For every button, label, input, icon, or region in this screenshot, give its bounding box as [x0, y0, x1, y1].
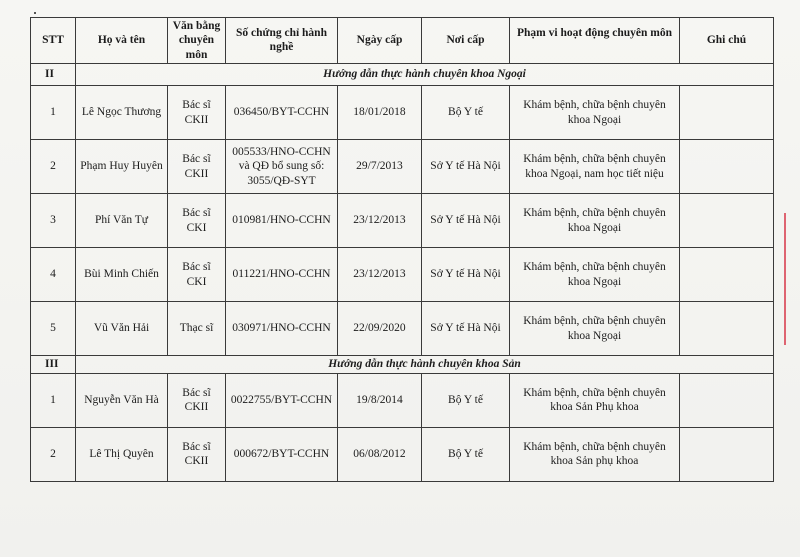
section-row — [31, 64, 774, 86]
cell-cert: 005533/HNO-CCHN và QĐ bổ sung số: 3055/QĐ-SYT — [226, 140, 338, 194]
cell-note — [680, 427, 774, 481]
cell-name: Phạm Huy Huyên — [76, 140, 168, 194]
cell-scope: Khám bệnh, chữa bệnh chuyên khoa Ngoại — [510, 302, 680, 356]
cell-issuer: Sở Y tế Hà Nội — [422, 248, 510, 302]
cell-degree: Bác sĩ CKII — [168, 373, 226, 427]
cell-date: 29/7/2013 — [338, 140, 422, 194]
cell-name: Nguyễn Văn Hà — [76, 373, 168, 427]
section-number: III — [31, 356, 76, 373]
header-stt: STT — [31, 18, 76, 64]
cell-degree: Bác sĩ CKII — [168, 427, 226, 481]
cell-note — [680, 248, 774, 302]
cell-note — [680, 194, 774, 248]
cell-stt: 1 — [31, 86, 76, 140]
cell-name: Lê Thị Quyên — [76, 427, 168, 481]
cell-stt: 2 — [31, 140, 76, 194]
cell-cert: 036450/BYT-CCHN — [226, 86, 338, 140]
cell-stt: 4 — [31, 248, 76, 302]
cell-name: Vũ Văn Hải — [76, 302, 168, 356]
table-row — [31, 248, 774, 302]
red-stamp-fragment — [784, 213, 800, 345]
section-title: Hướng dẫn thực hành chuyên khoa Sản — [76, 356, 774, 373]
table-row — [31, 427, 774, 481]
header-name: Họ và tên — [76, 18, 168, 64]
header-scope: Phạm vi hoạt động chuyên môn — [510, 18, 680, 64]
table-row — [31, 86, 774, 140]
cell-date: 23/12/2013 — [338, 194, 422, 248]
cell-issuer: Bộ Y tế — [422, 86, 510, 140]
table-row — [31, 373, 774, 427]
header-cert: Số chứng chỉ hành nghề — [226, 18, 338, 64]
cell-name: Bùi Minh Chiến — [76, 248, 168, 302]
cell-issuer: Sở Y tế Hà Nội — [422, 194, 510, 248]
table-row — [31, 302, 774, 356]
cell-note — [680, 373, 774, 427]
scan-speck — [34, 12, 36, 14]
cell-degree: Thạc sĩ — [168, 302, 226, 356]
header-row — [31, 18, 774, 64]
cell-issuer: Bộ Y tế — [422, 373, 510, 427]
cell-date: 23/12/2013 — [338, 248, 422, 302]
cell-date: 18/01/2018 — [338, 86, 422, 140]
table-row — [31, 140, 774, 194]
cell-cert: 000672/BYT-CCHN — [226, 427, 338, 481]
cell-degree: Bác sĩ CKII — [168, 140, 226, 194]
cell-degree: Bác sĩ CKI — [168, 194, 226, 248]
cell-date: 22/09/2020 — [338, 302, 422, 356]
cell-scope: Khám bệnh, chữa bệnh chuyên khoa Ngoại — [510, 194, 680, 248]
cell-scope: Khám bệnh, chữa bệnh chuyên khoa Ngoại — [510, 86, 680, 140]
cell-note — [680, 140, 774, 194]
section-row — [31, 356, 774, 373]
cell-date: 06/08/2012 — [338, 427, 422, 481]
header-note: Ghi chú — [680, 18, 774, 64]
cell-cert: 0022755/BYT-CCHN — [226, 373, 338, 427]
cell-degree: Bác sĩ CKII — [168, 86, 226, 140]
cell-issuer: Sở Y tế Hà Nội — [422, 140, 510, 194]
cell-note — [680, 302, 774, 356]
cell-stt: 3 — [31, 194, 76, 248]
cell-scope: Khám bệnh, chữa bệnh chuyên khoa Ngoại, nam học tiết niệu — [510, 140, 680, 194]
cell-name: Lê Ngọc Thương — [76, 86, 168, 140]
cell-cert: 030971/HNO-CCHN — [226, 302, 338, 356]
practitioner-table — [30, 17, 774, 482]
header-issuer: Nơi cấp — [422, 18, 510, 64]
cell-issuer: Bộ Y tế — [422, 427, 510, 481]
cell-stt: 1 — [31, 373, 76, 427]
cell-cert: 010981/HNO-CCHN — [226, 194, 338, 248]
cell-stt: 2 — [31, 427, 76, 481]
section-number: II — [31, 64, 76, 86]
cell-date: 19/8/2014 — [338, 373, 422, 427]
cell-cert: 011221/HNO-CCHN — [226, 248, 338, 302]
cell-scope: Khám bệnh, chữa bệnh chuyên khoa Sản phụ khoa — [510, 427, 680, 481]
cell-issuer: Sở Y tế Hà Nội — [422, 302, 510, 356]
cell-scope: Khám bệnh, chữa bệnh chuyên khoa Ngoại — [510, 248, 680, 302]
section-title: Hướng dẫn thực hành chuyên khoa Ngoại — [76, 64, 774, 86]
cell-degree: Bác sĩ CKI — [168, 248, 226, 302]
cell-note — [680, 86, 774, 140]
cell-stt: 5 — [31, 302, 76, 356]
header-degree: Văn bằng chuyên môn — [168, 18, 226, 64]
header-date: Ngày cấp — [338, 18, 422, 64]
cell-name: Phí Văn Tự — [76, 194, 168, 248]
table-row — [31, 194, 774, 248]
cell-scope: Khám bệnh, chữa bệnh chuyên khoa Sản Phụ khoa — [510, 373, 680, 427]
